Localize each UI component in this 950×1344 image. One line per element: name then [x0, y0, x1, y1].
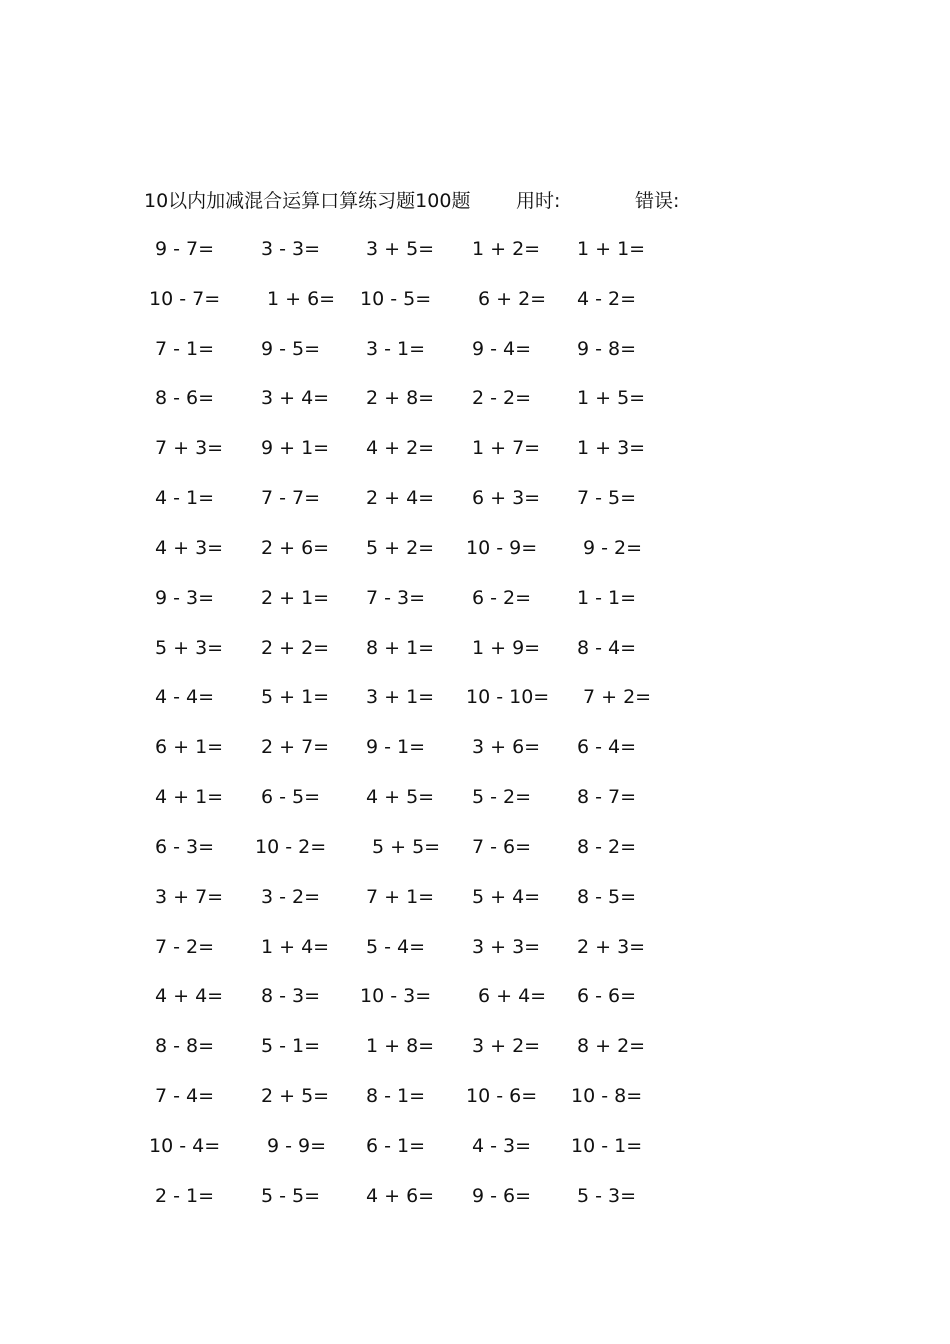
problem-item: 1 + 9= — [472, 636, 541, 659]
problem-row — [0, 731, 950, 781]
problem-item: 4 - 4= — [155, 686, 215, 709]
problem-item: 10 - 7= — [149, 287, 221, 310]
problem-row — [0, 1130, 950, 1180]
problem-item: 5 + 3= — [155, 636, 224, 659]
problem-grid — [0, 233, 950, 1230]
problem-item: 9 + 1= — [261, 437, 330, 460]
problem-item: 4 + 3= — [155, 536, 224, 559]
problem-item: 10 - 10= — [466, 686, 550, 709]
problem-item: 5 - 1= — [261, 1035, 321, 1058]
problem-item: 3 - 2= — [261, 885, 321, 908]
problem-item: 4 - 3= — [472, 1134, 532, 1157]
problem-item: 2 + 7= — [261, 736, 330, 759]
problem-item: 4 - 2= — [577, 287, 637, 310]
problem-item: 7 + 3= — [155, 437, 224, 460]
problem-item: 2 - 2= — [472, 387, 532, 410]
problem-row — [0, 980, 950, 1030]
problem-item: 9 - 6= — [472, 1184, 532, 1207]
problem-item: 2 + 1= — [261, 586, 330, 609]
problem-row — [0, 532, 950, 582]
problem-item: 6 - 4= — [577, 736, 637, 759]
problem-item: 9 - 4= — [472, 337, 532, 360]
problem-item: 6 + 4= — [478, 985, 547, 1008]
problem-item: 3 - 1= — [366, 337, 426, 360]
problem-row — [0, 1080, 950, 1130]
problem-item: 10 - 9= — [466, 536, 538, 559]
problem-row — [0, 831, 950, 881]
problem-row — [0, 233, 950, 283]
problem-row — [0, 931, 950, 981]
problem-item: 2 + 4= — [366, 487, 435, 510]
problem-item: 7 + 2= — [583, 686, 652, 709]
problem-item: 3 + 2= — [472, 1035, 541, 1058]
problem-item: 6 - 3= — [155, 835, 215, 858]
problem-item: 10 - 2= — [255, 835, 327, 858]
problem-item: 8 - 1= — [366, 1085, 426, 1108]
problem-item: 3 - 3= — [261, 238, 321, 260]
problem-item: 2 + 5= — [261, 1085, 330, 1108]
problem-item: 5 - 2= — [472, 786, 532, 809]
problem-item: 4 + 5= — [366, 786, 435, 809]
problem-item: 7 - 5= — [577, 487, 637, 510]
problem-row — [0, 881, 950, 931]
problem-item: 4 + 4= — [155, 985, 224, 1008]
problem-item: 1 + 7= — [472, 437, 541, 460]
problem-row — [0, 482, 950, 532]
problem-item: 5 + 1= — [261, 686, 330, 709]
problem-item: 8 - 5= — [577, 885, 637, 908]
problem-item: 9 - 1= — [366, 736, 426, 759]
problem-item: 6 - 5= — [261, 786, 321, 809]
problem-item: 7 - 3= — [366, 586, 426, 609]
problem-item: 8 - 2= — [577, 835, 637, 858]
problem-item: 7 - 7= — [261, 487, 321, 510]
problem-item: 5 - 4= — [366, 935, 426, 958]
problem-item: 3 + 1= — [366, 686, 435, 709]
problem-item: 9 - 2= — [583, 536, 643, 559]
problem-item: 8 - 6= — [155, 387, 215, 410]
problem-item: 4 + 1= — [155, 786, 224, 809]
problem-item: 4 - 1= — [155, 487, 215, 510]
problem-row — [0, 283, 950, 333]
problem-item: 9 - 5= — [261, 337, 321, 360]
problem-item: 5 + 4= — [472, 885, 541, 908]
problem-item: 4 + 6= — [366, 1184, 435, 1207]
problem-item: 1 + 5= — [577, 387, 646, 410]
problem-item: 3 + 5= — [366, 238, 435, 260]
problem-item: 2 - 1= — [155, 1184, 215, 1207]
problem-item: 10 - 6= — [466, 1085, 538, 1108]
problem-item: 2 + 2= — [261, 636, 330, 659]
problem-item: 2 + 6= — [261, 536, 330, 559]
problem-item: 5 - 3= — [577, 1184, 637, 1207]
problem-item: 6 + 2= — [478, 287, 547, 310]
worksheet-title: 10以内加减混合运算口算练习题100题 — [144, 190, 471, 212]
problem-row — [0, 382, 950, 432]
problem-item: 6 - 2= — [472, 586, 532, 609]
problem-item: 7 - 1= — [155, 337, 215, 360]
problem-row — [0, 781, 950, 831]
problem-item: 7 - 2= — [155, 935, 215, 958]
time-label: 用时: — [516, 190, 561, 212]
problem-row — [0, 1030, 950, 1080]
problem-item: 8 - 8= — [155, 1035, 215, 1058]
problem-row — [0, 1180, 950, 1230]
problem-item: 1 + 1= — [577, 238, 646, 260]
problem-item: 5 + 2= — [366, 536, 435, 559]
problem-item: 5 - 5= — [261, 1184, 321, 1207]
problem-row — [0, 333, 950, 383]
problem-item: 1 + 2= — [472, 238, 541, 260]
problem-item: 8 - 3= — [261, 985, 321, 1008]
problem-item: 9 - 9= — [267, 1134, 327, 1157]
problem-item: 10 - 8= — [571, 1085, 643, 1108]
problem-item: 10 - 1= — [571, 1134, 643, 1157]
problem-item: 2 + 8= — [366, 387, 435, 410]
problem-item: 1 + 8= — [366, 1035, 435, 1058]
problem-item: 9 - 7= — [155, 238, 215, 260]
problem-row — [0, 582, 950, 632]
problem-item: 1 + 4= — [261, 935, 330, 958]
problem-item: 3 + 4= — [261, 387, 330, 410]
problem-row — [0, 632, 950, 682]
problem-item: 9 - 8= — [577, 337, 637, 360]
problem-item: 8 + 1= — [366, 636, 435, 659]
problem-item: 6 - 6= — [577, 985, 637, 1008]
problem-item: 6 - 1= — [366, 1134, 426, 1157]
problem-item: 1 + 3= — [577, 437, 646, 460]
problem-item: 3 + 7= — [155, 885, 224, 908]
problem-item: 5 + 5= — [372, 835, 441, 858]
error-label: 错误: — [635, 190, 680, 212]
problem-item: 4 + 2= — [366, 437, 435, 460]
problem-item: 1 + 6= — [267, 287, 336, 310]
problem-item: 7 - 4= — [155, 1085, 215, 1108]
problem-item: 10 - 4= — [149, 1134, 221, 1157]
problem-item: 8 - 7= — [577, 786, 637, 809]
problem-item: 7 - 6= — [472, 835, 532, 858]
problem-item: 7 + 1= — [366, 885, 435, 908]
problem-item: 10 - 5= — [360, 287, 432, 310]
problem-item: 1 - 1= — [577, 586, 637, 609]
problem-item: 8 - 4= — [577, 636, 637, 659]
problem-item: 8 + 2= — [577, 1035, 646, 1058]
problem-item: 6 + 3= — [472, 487, 541, 510]
problem-row — [0, 432, 950, 482]
problem-item: 3 + 3= — [472, 935, 541, 958]
problem-row — [0, 681, 950, 731]
problem-item: 6 + 1= — [155, 736, 224, 759]
problem-item: 3 + 6= — [472, 736, 541, 759]
problem-item: 10 - 3= — [360, 985, 432, 1008]
worksheet-header — [0, 186, 950, 216]
problem-item: 2 + 3= — [577, 935, 646, 958]
problem-item: 9 - 3= — [155, 586, 215, 609]
